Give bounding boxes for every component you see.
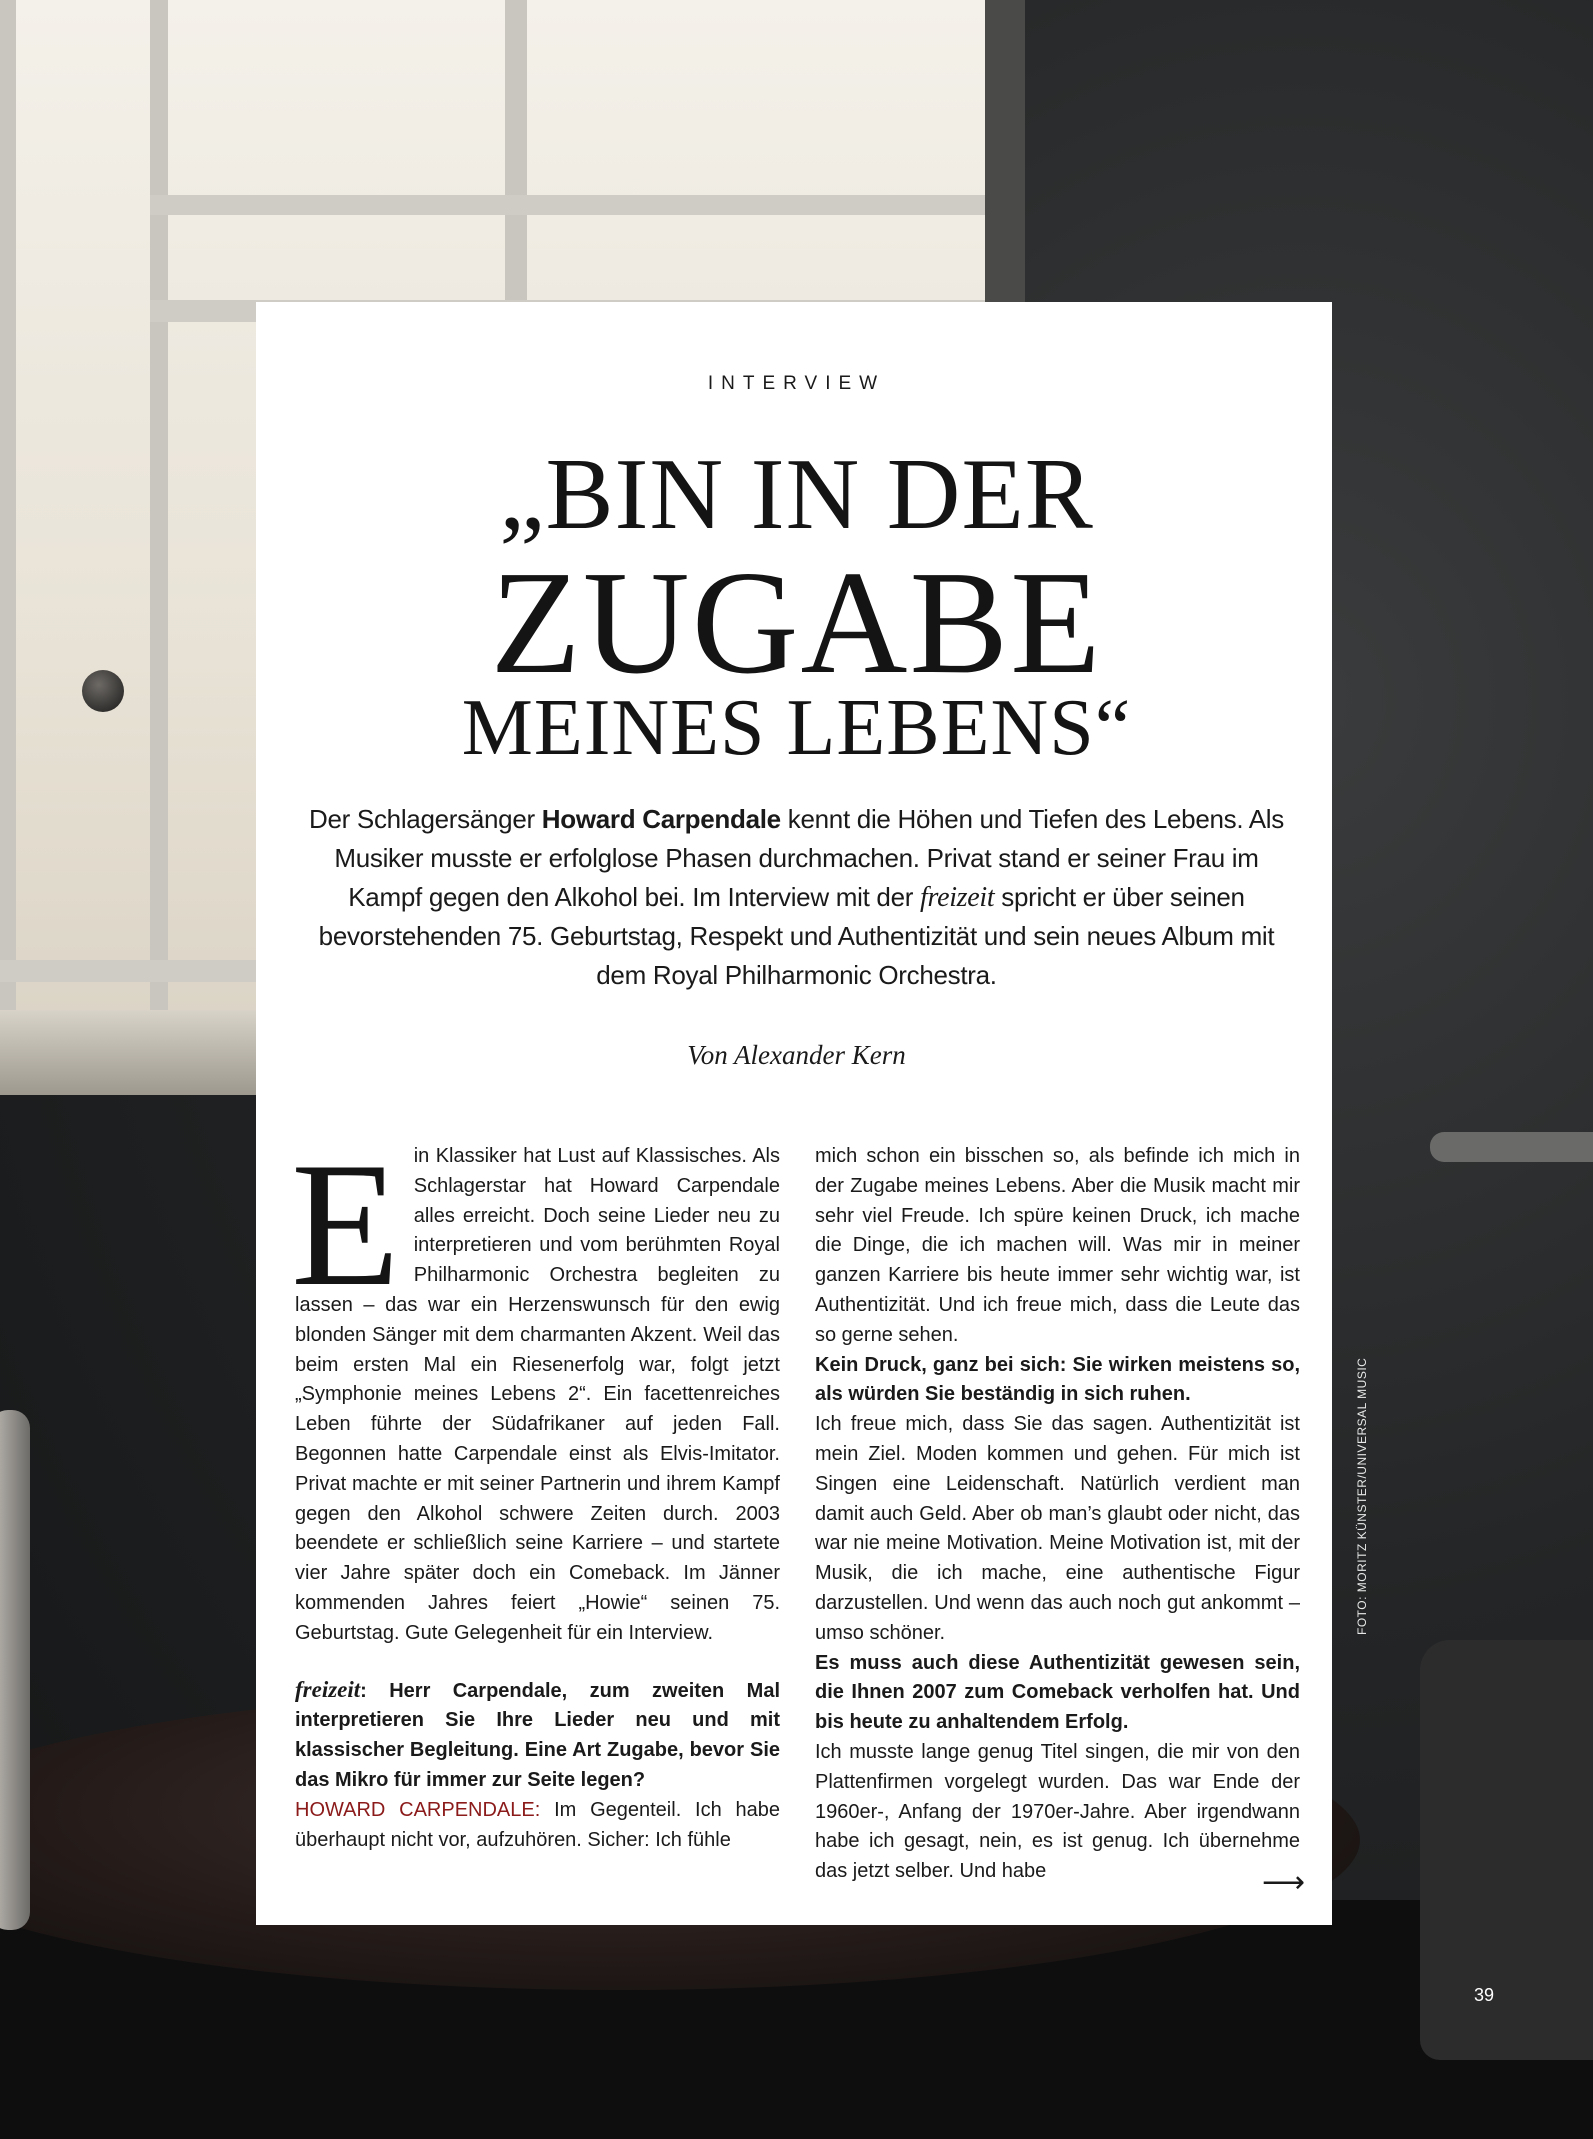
- question-3: Es muss auch diese Authentizität gewesen sein, die Ihnen 2007 zum Comeback verholfen hat. Und bis heute zu anhaltendem Erfolg.: [815, 1651, 1300, 1734]
- speaker-label: HOWARD CARPENDALE:: [295, 1798, 541, 1821]
- article-column-1: [291, 1125, 780, 1855]
- question-1: freizeit: Herr Carpendale, zum zweiten Mal interpretieren Sie Ihre Lieder neu und mit klassischer Begleitung. Eine Art Zugabe, bevor Sie das Mikro für immer zur Seite legen?: [295, 1676, 780, 1791]
- page-number: 39: [1474, 1985, 1495, 2005]
- lead-paragraph: Der Schlagersänger Howard Carpendale kennt die Höhen und Tiefen des Lebens. Als Musiker musste er erfolglose Phasen durchmachen. Privat stand er seiner Frau im Kampf gegen den Alkohol bei. Im Interview mit der freizeit spricht er über seinen bevorstehenden 75. Geburtstag, Respekt und Authentizität und sein neues Album mit dem Royal Philharmonic Orchestra.: [309, 804, 1284, 990]
- continue-arrow-icon: ⟶: [1262, 1865, 1306, 1900]
- intro-paragraph: in Klassiker hat Lust auf Klassisches. Als Schlagerstar hat Howard Carpendale alles erreicht. Doch seine Lieder neu zu interpretieren und vom berühmten Royal Philharmonic Orchestra begleiten zu lassen – das war ein Herzenswunsch für den ewig blonden Sänger mit dem charmanten Akzent. Weil das beim ersten Mal ein Riesenerfolg war, folgt jetzt „Symphonie meines Lebens 2“. Ein facettenreiches Leben führte der Südafrikaner auf jeden Fall. Begonnen hatte Carpendale einst als Elvis-Imitator. Privat machte er mit seiner Partnerin und ihrem Kampf gegen den Alkohol schwere Zeiten durch. 2003 beendete er schließlich seine Karriere – und startete vier Jahre später doch ein Comeback. Im Jänner kommenden Jahres feiert „Howie“ seinen 75. Geburtstag. Gute Gelegenheit für ein Interview.: [295, 1145, 780, 1644]
- magazine-name-inline: freizeit: [295, 1676, 361, 1702]
- question-2: Kein Druck, ganz bei sich: Sie wirken meistens so, als würden Sie beständig in sich ruhen.: [815, 1353, 1300, 1406]
- lead-name: Howard Carpendale: [541, 804, 781, 834]
- chair-right: [1420, 1640, 1593, 2060]
- answer-1-start: HOWARD CARPENDALE: Im Gegenteil. Ich habe überhaupt nicht vor, aufzuhören. Sicher: Ich fühle: [295, 1798, 780, 1851]
- chair-left: [0, 1410, 30, 1930]
- answer-1-continued: mich schon ein bisschen so, als befinde ich mich in der Zugabe meines Lebens. Aber die Musik macht mir sehr viel Freude. Ich spüre keinen Druck, ich mache die Dinge, die ich machen will. Was mir in meiner ganzen Karriere bis heute immer sehr wichtig war, ist Authentizität. Und ich freue mich, dass die Leute das so gerne sehen.: [815, 1145, 1300, 1346]
- headline-line-1: „BIN IN DER: [499, 438, 1094, 551]
- section-kicker: INTERVIEW: [707, 373, 886, 394]
- drop-cap: E: [291, 1125, 400, 1323]
- article-column-2: [815, 1142, 1300, 1887]
- byline: Von Alexander Kern: [687, 1040, 906, 1070]
- headline-line-2: ZUGABE: [490, 541, 1103, 705]
- magazine-name: freizeit: [920, 882, 995, 913]
- photo-credit: FOTO: MORITZ KÜNSTER/UNIVERSAL MUSIC: [1355, 1357, 1369, 1635]
- answer-3: Ich musste lange genug Titel singen, die mir von den Plattenfirmen vorgelegt wurden. Das war Ende der 1960er-, Anfang der 1970er-Jahre. Aber irgendwann habe ich gesagt, nein, es ist genug. Ich übernehme das jetzt selber. Und habe: [815, 1740, 1300, 1883]
- answer-2: Ich freue mich, dass Sie das sagen. Authentizität ist mein Ziel. Moden kommen und gehen. Für mich ist Singen eine Leidenschaft. Natürlich verdient man damit auch Geld. Aber ob man’s glaubt oder nicht, das war nie meine Motivation. Meine Motivation ist, mit der Musik, die ich mache, eine authentische Figur darzustellen. Und wenn das auch noch gut ankommt – umso schöner.: [815, 1413, 1300, 1644]
- headline-line-3: MEINES LEBENS“: [461, 684, 1132, 772]
- wall-ledge: [1430, 1132, 1593, 1162]
